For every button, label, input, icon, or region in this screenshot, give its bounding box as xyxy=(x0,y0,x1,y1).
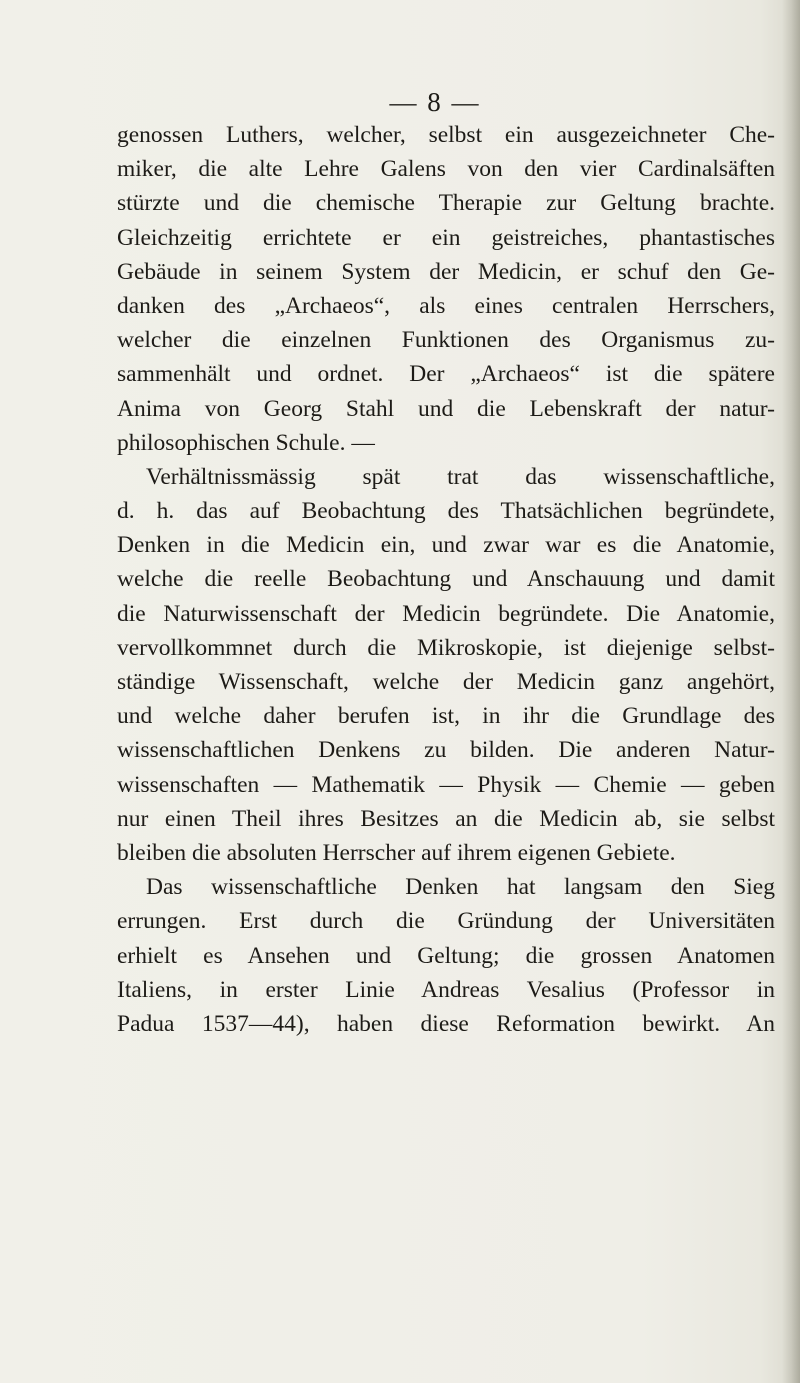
text-line: ständige Wissenschaft, welche der Medicin ganz angehört, xyxy=(117,669,775,695)
page-number: — 8 — xyxy=(389,87,481,117)
text-line: danken des „Archaeos“, als eines centralen Herrschers, xyxy=(117,292,775,319)
text-line: erhielt es Ansehen und Geltung; die grossen Anatomen xyxy=(117,942,775,969)
text-line: vervollkommnet durch die Mikroskopie, ist diejenige selbst- xyxy=(117,634,775,661)
body-text xyxy=(117,118,775,1041)
text-line: welche die reelle Beobachtung und Anschauung und damit xyxy=(117,566,775,593)
text-line: Denken in die Medicin ein, und zwar war es die Anatomie, xyxy=(117,532,775,559)
text-line: nur einen Theil ihres Besitzes an die Medicin ab, sie selbst xyxy=(117,805,775,832)
text-line: wissenschaftlichen Denkens zu bilden. Die anderen Natur- xyxy=(117,737,775,764)
text-line: die Naturwissenschaft der Medicin begründete. Die Anatomie, xyxy=(117,600,775,627)
text-line: sammenhält und ordnet. Der „Archaeos“ ist die spätere xyxy=(117,361,775,388)
text-line: welcher die einzelnen Funktionen des Organismus zu- xyxy=(117,327,775,354)
text-line: stürzte und die chemische Therapie zur Geltung brachte. xyxy=(117,190,775,217)
text-line: d. h. das auf Beobachtung des Thatsächlichen begründete, xyxy=(117,498,775,525)
text-line: genossen Luthers, welcher, selbst ein ausgezeichneter Che- xyxy=(117,122,775,148)
text-line: Gebäude in seinem System der Medicin, er schuf den Ge- xyxy=(117,258,775,285)
paragraph-end-line: philosophischen Schule. — xyxy=(117,429,375,456)
text-line: errungen. Erst durch die Gründung der Universitäten xyxy=(117,908,775,935)
text-line: miker, die alte Lehre Galens von den vier Cardinalsäften xyxy=(117,156,775,183)
text-line: Anima von Georg Stahl und die Lebenskraft der natur- xyxy=(117,395,775,422)
text-line: Padua 1537—44), haben diese Reformation bewirkt. An xyxy=(117,1010,775,1037)
text-line: Italiens, in erster Linie Andreas Vesalius (Professor in xyxy=(117,976,775,1003)
paragraph-end-line: bleiben die absoluten Herrscher auf ihrem eigenen Gebiete. xyxy=(117,839,676,866)
paragraph-start-line: Das wissenschaftliche Denken hat langsam den Sieg xyxy=(146,874,775,901)
page-edge-shadow xyxy=(782,0,800,1383)
text-line: Gleichzeitig errichtete er ein geistreiches, phantastisches xyxy=(117,224,775,251)
text-line: wissenschaften — Mathematik — Physik — Chemie — geben xyxy=(117,771,775,798)
text-line: und welche daher berufen ist, in ihr die Grundlage des xyxy=(117,703,775,730)
paragraph-start-line: Verhältnissmässig spät trat das wissenschaftliche, xyxy=(146,463,775,490)
